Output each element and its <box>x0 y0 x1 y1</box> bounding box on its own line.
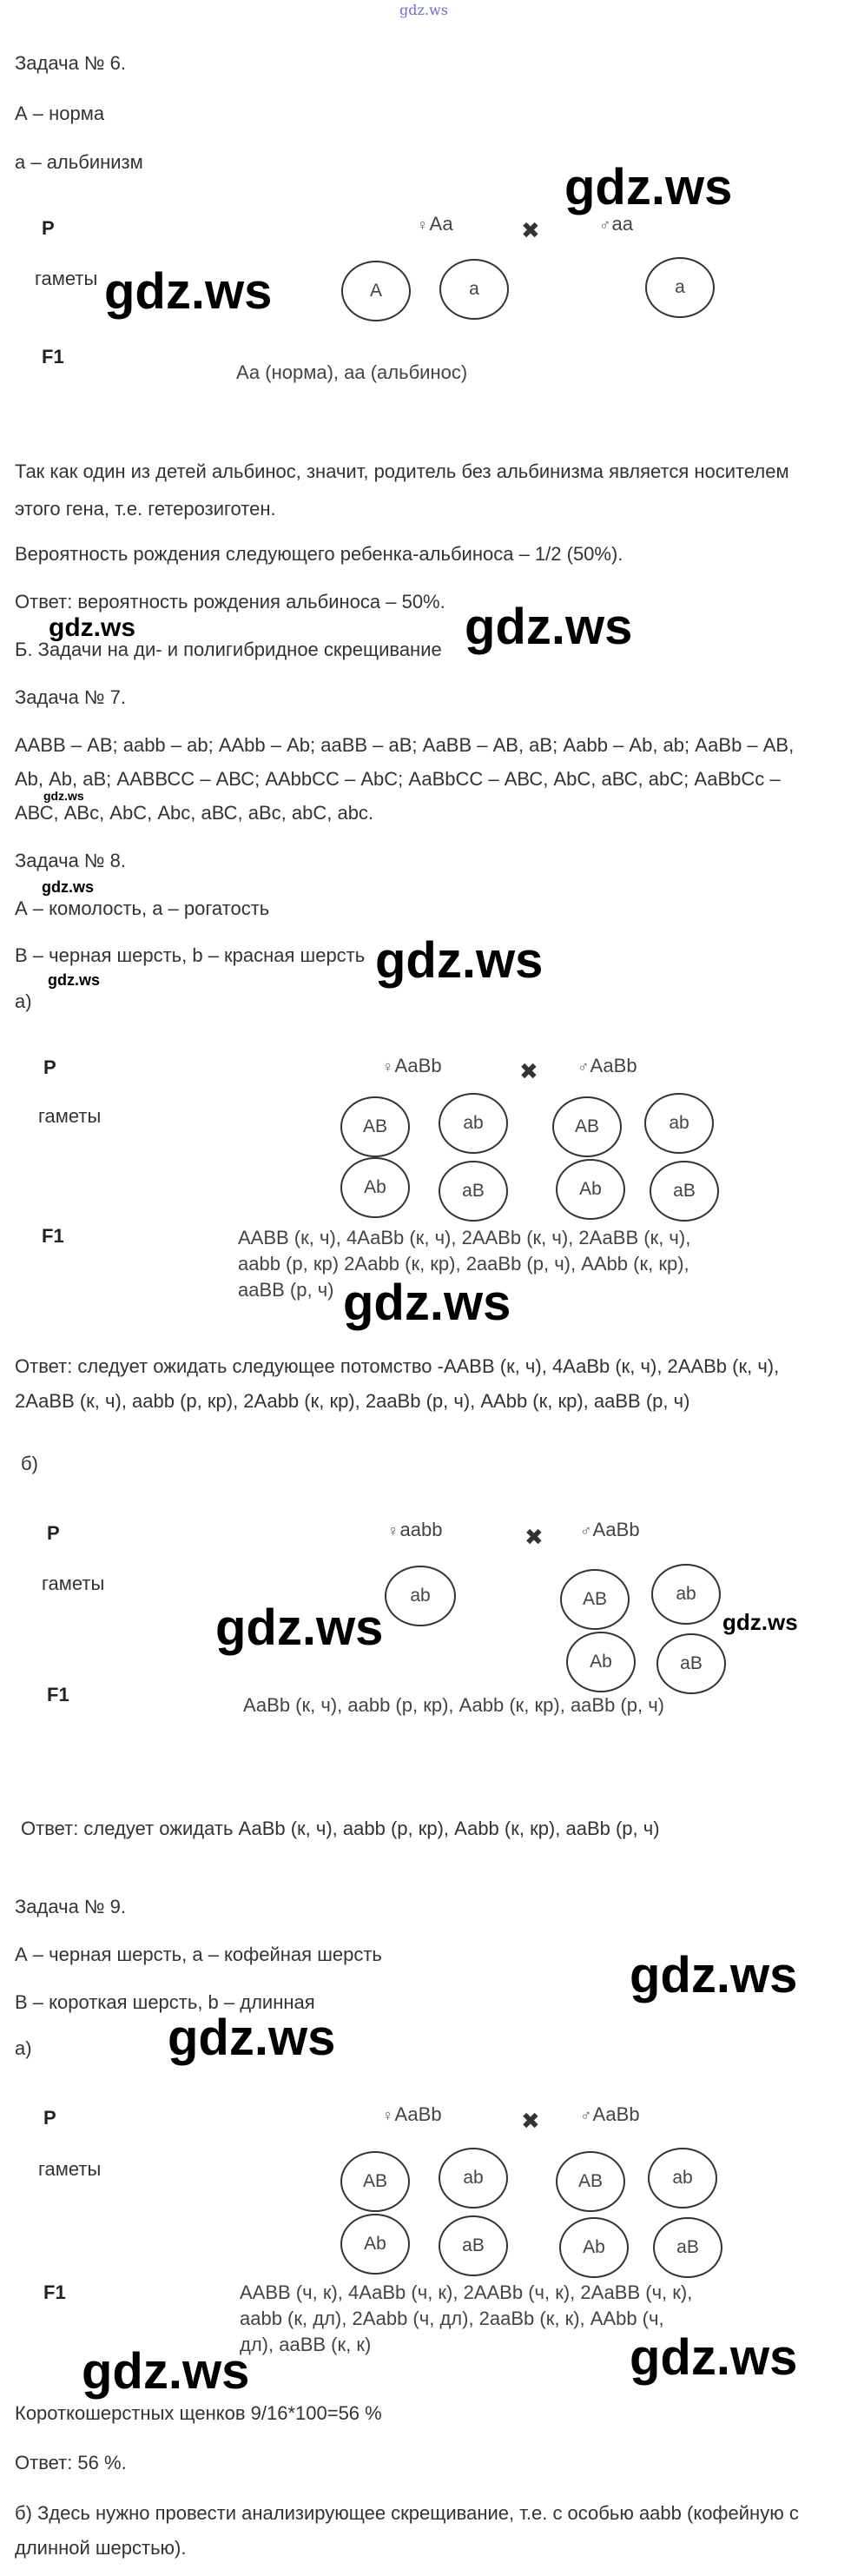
task6-para1-b: этого гена, т.е. гетерозиготен. <box>15 498 276 520</box>
task7-title: Задача № 7. <box>15 686 126 708</box>
watermark: gdz.ws <box>564 159 733 215</box>
label-p: P <box>43 2107 56 2129</box>
gamete-circle: а <box>645 257 715 318</box>
task9-short-haired: Короткошерстных щенков 9/16*100=56 % <box>15 2402 382 2424</box>
label-gametes: гаметы <box>38 2158 102 2180</box>
task9-b-line2: длинной шерстью). <box>15 2537 187 2559</box>
gamete-circle: аb <box>648 2148 717 2208</box>
watermark: gdz.ws <box>722 1609 798 1635</box>
task8a-female-parent <box>382 1055 442 1077</box>
cross-icon: ✖ <box>519 1058 538 1084</box>
watermark: gdz.ws <box>630 2329 798 2386</box>
cross-icon: ✖ <box>524 1524 544 1550</box>
gamete-circle: АВ <box>560 1569 630 1630</box>
watermark: gdz.ws <box>375 932 544 989</box>
female-icon: ♀ <box>417 216 429 234</box>
task8a-male-parent <box>577 1055 637 1077</box>
task9-b-line1: б) Здесь нужно провести анализирующее скрещивание, т.е. с особью ааbb (кофейную с <box>15 2502 799 2524</box>
label-p: P <box>42 217 55 239</box>
watermark: gdz.ws <box>48 971 101 989</box>
genotype: АаBb <box>590 1055 637 1076</box>
task6-female-parent <box>417 213 453 235</box>
task8a-f1-line1: ААВВ (к, ч), 4АаВb (к, ч), 2ААВb (к, ч), 2АаВВ (к, ч), <box>238 1227 691 1248</box>
gamete-circle: аb <box>385 1566 456 1626</box>
gamete-circle: АВ <box>340 2151 410 2212</box>
gamete-circle: А <box>341 261 411 321</box>
gamete-circle: аb <box>439 2148 508 2208</box>
task7-line3: АВС, АВс, АbС, Аbс, аВС, аВс, аbС, аbс. <box>15 802 374 824</box>
task8b-female-parent <box>387 1519 442 1541</box>
gamete-circle: аВ <box>439 1161 508 1222</box>
watermark: gdz.ws <box>215 1599 384 1656</box>
task9-part-a: а) <box>15 2037 32 2059</box>
label-f1: F1 <box>42 346 64 368</box>
label-f1: F1 <box>47 1684 69 1705</box>
task6-male-parent <box>599 213 633 235</box>
task8a-f1-line3: ааВВ (р, ч) <box>238 1279 334 1301</box>
task8b-f1: АаВb (к, ч), ааbb (р, кр), Ааbb (к, кр), ааВb (р, ч) <box>243 1694 665 1716</box>
label-gametes: гаметы <box>35 268 98 289</box>
task9-f1-line2: ааbb (к, дл), 2Ааbb (ч, дл), 2ааВb (к, к), ААbb (ч, <box>240 2308 664 2329</box>
gamete-circle: АВ <box>556 2151 625 2212</box>
gamete-circle: Аb <box>559 2217 629 2278</box>
gamete-circle: аВ <box>656 1633 726 1694</box>
gamete-circle: Аb <box>340 1157 410 1218</box>
label-f1: F1 <box>43 2281 66 2303</box>
female-icon: ♀ <box>387 1522 399 1540</box>
cross-icon: ✖ <box>521 2108 540 2134</box>
gamete-circle: АВ <box>340 1096 410 1157</box>
task9-answer: Ответ: 56 %. <box>15 2452 127 2473</box>
gamete-circle: аВ <box>653 2217 722 2278</box>
task8-part-a: а) <box>15 990 32 1012</box>
task9-line1: А – черная шерсть, а – кофейная шерсть <box>15 1944 382 1965</box>
task8-part-b: б) <box>21 1453 38 1474</box>
gamete-circle: а <box>439 259 509 320</box>
task8a-answer-line2: 2АаВВ (к, ч), ааbb (р, кр), 2Ааbb (к, кр), 2ааВb (р, ч), ААbb (к, кр), ааВВ (р, ч) <box>15 1390 690 1412</box>
label-gametes: гаметы <box>38 1105 102 1127</box>
section-b-heading: Б. Задачи на ди- и полигибридное скрещивание <box>15 639 442 660</box>
task6-title: Задача № 6. <box>15 52 126 74</box>
task8b-male-parent <box>580 1519 640 1541</box>
watermark: gdz.ws <box>104 263 273 320</box>
task8-line1: А – комолость, а – рогатость <box>15 897 270 919</box>
watermark: gdz.ws <box>630 1947 798 2003</box>
cross-icon: ✖ <box>521 217 540 243</box>
gamete-circle: Аb <box>340 2214 410 2275</box>
gamete-circle: аb <box>644 1093 714 1154</box>
gamete-circle: Аb <box>566 1632 636 1692</box>
task6-para1-a: Так как один из детей альбинос, значит, родитель без альбинизма является носителем <box>15 460 789 482</box>
watermark: gdz.ws <box>168 2010 336 2066</box>
label-gametes: гаметы <box>42 1573 105 1594</box>
task9-title: Задача № 9. <box>15 1896 126 1917</box>
watermark: gdz.ws <box>82 2343 250 2400</box>
task9-female-parent <box>382 2103 442 2126</box>
label-p: P <box>43 1056 56 1078</box>
gamete-circle: Аb <box>556 1159 625 1220</box>
task8a-f1-line2: ааbb (р, кр) 2Ааbb (к, кр), 2ааВb (р, ч), ААbb (к, кр), <box>238 1253 689 1275</box>
male-icon: ♂ <box>580 1522 592 1540</box>
gamete-circle: аВ <box>650 1161 719 1222</box>
female-icon: ♀ <box>382 2107 394 2124</box>
task9-f1-line1: ААВВ (ч, к), 4АаВb (ч, к), 2ААВb (ч, к), 2АаВВ (ч, к), <box>240 2281 693 2303</box>
task6-probability: Вероятность рождения следующего ребенка-альбиноса – 1/2 (50%). <box>15 543 623 565</box>
top-watermark: gdz.ws <box>399 2 448 18</box>
female-icon: ♀ <box>382 1058 394 1076</box>
task9-line2: В – короткая шерсть, b – длинная <box>15 1991 315 2013</box>
genotype: АаВb <box>394 2103 442 2125</box>
gamete-circle: аb <box>651 1564 721 1625</box>
male-icon: ♂ <box>599 216 611 234</box>
watermark: gdz.ws <box>43 789 84 803</box>
gamete-circle: АВ <box>552 1096 622 1157</box>
label-f1: F1 <box>42 1225 64 1247</box>
genotype: АаBb <box>394 1055 442 1076</box>
genotype: Аа <box>429 213 453 235</box>
task7-line1: ААВВ – АВ; ааbb – аb; ААbb – Аb; ааВВ – аВ; АаВВ – АВ, аВ; Ааbb – Аb, аb; АаВb – АВ, <box>15 734 795 756</box>
genotype: аа <box>611 213 633 235</box>
task8-line2: В – черная шерсть, b – красная шерсть <box>15 944 366 966</box>
task9-male-parent <box>580 2103 640 2126</box>
watermark: gdz.ws <box>343 1275 511 1331</box>
task8a-answer-line1: Ответ: следует ожидать следующее потомство -ААВВ (к, ч), 4АаВb (к, ч), 2ААВb (к, ч), <box>15 1355 780 1377</box>
genotype: ааbb <box>399 1519 443 1540</box>
genotype: АаВb <box>592 2103 640 2125</box>
task9-f1-line3: дл), ааВВ (к, к) <box>240 2334 372 2355</box>
task8b-answer: Ответ: следует ожидать АаВb (к, ч), ааbb (р, кр), Ааbb (к, кр), ааВb (р, ч) <box>21 1818 660 1839</box>
task6-line2: а – альбинизм <box>15 151 143 173</box>
task7-line2: Аb, Аb, аВ; ААВВСС – АВС; ААbbСС – АbС; АаВbСС – АВС, АbС, аВС, аbС; АаВbСс – <box>15 768 781 790</box>
gamete-circle: аb <box>439 1093 508 1154</box>
task6-answer: Ответ: вероятность рождения альбиноса – 50%. <box>15 591 445 613</box>
task6-line1: А – норма <box>15 103 105 124</box>
label-p: P <box>47 1522 60 1544</box>
genotype: АаBb <box>592 1519 640 1540</box>
watermark: gdz.ws <box>49 613 136 642</box>
gamete-circle: аВ <box>439 2215 508 2276</box>
task8-title: Задача № 8. <box>15 850 126 871</box>
male-icon: ♂ <box>580 2107 592 2124</box>
watermark: gdz.ws <box>42 878 95 896</box>
task6-f1: Аа (норма), аа (альбинос) <box>236 361 468 383</box>
male-icon: ♂ <box>577 1058 590 1076</box>
watermark: gdz.ws <box>465 599 633 655</box>
